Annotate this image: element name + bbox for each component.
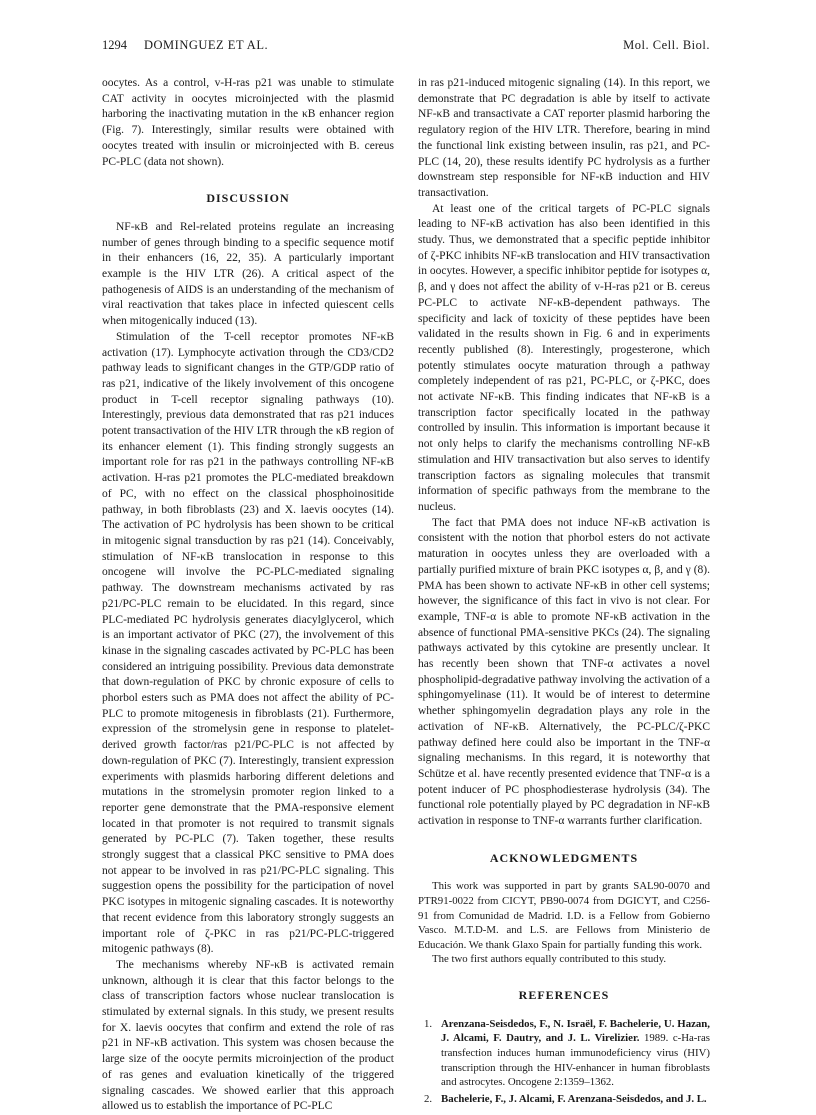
acknowledgments-heading: ACKNOWLEDGMENTS: [489, 850, 639, 865]
acknowledgments-paragraph: This work was supported in part by grants SAL90-0070 and PTR91-0022 from CICYT, PB90-0074 from DGICYT, and C256-91 from Comunidad de Madrid. I.D. is a Fellow from Gobierno Vasco. M.T.D-M. and L.S. are Fellows from Ministerio de Educación. We thank Glaxo Spain for partially funding this work.: [418, 880, 710, 951]
reference-authors: Arenzana-Seisdedos, F., N. Israël, F. Bachelerie, U. Hazan, J. Alcami, F. Dautry, and J. L. Virelizier.: [441, 1017, 710, 1045]
running-header: [102, 38, 710, 56]
journal-name: Mol. Cell. Biol.: [623, 38, 710, 52]
references-heading: REFERENCES: [518, 988, 610, 1003]
running-authors: DOMINGUEZ ET AL.: [144, 38, 269, 52]
left-column: [102, 76, 394, 1115]
discussion-paragraph: Stimulation of the T-cell receptor promotes NF-κB activation (17). Lymphocyte activation through the CD3/CD2 pathway leads to significant changes in the GTP/GDP ratio of ras p21, indicative of the likely involvement of this oncogene product in T-cell receptor signaling pathways (10). Interestingly, previous data demonstrated that ras p21 induces potent transactivation of the HIV LTR through the κB region of its enhancer element (1). This finding strongly suggests an important role for ras p21 in the pathways controlling NF-κB activation. H-ras p21 promotes the PLC-mediated breakdown of PC, with no effect on the classical phosphoinositide pathway, in both fibroblasts (23) and X. laevis oocytes (14). The activation of PC hydrolysis has been shown to be critical in mitogenic signal transduction by ras p21 (14). Conceivably, stimulation of NF-κB translocation in response to this oncogene will involve the PC-PLC-mediated signaling pathway. The downstream mechanisms activated by ras p21/PC-PLC remain to be elucidated. In this regard, since PLC-mediated PC hydrolysis generates diacylglycerol, which is an important activator of PKC (27), the involvement of this kinase in the signaling cascades activated by PC-PLC has been considered an intriguing possibility. Previous data demonstrate that down-regulation of PKC by chronic exposure of cells to phorbol esters such as PMA does not affect the ability of PC-PLC to promote mitogenesis in fibroblasts (21). Furthermore, expression of the stromelysin gene in response to platelet-derived growth factor/ras p21/PC-PLC is not affected by down-regulation of PKC (7). Interestingly, transient expression experiments with plasmids harboring different deletions and mutations in the stromelysin promoter region linked to a reporter gene demonstrate that the PMA-responsive element located in that promoter is not required to transmit signals generated by PC-PLC (7). Taken together, these results strongly suggest that a classical PKC sensitive to PMA does not appear to be involved in ras p21/PC-PLC signaling. This suggestion opens the possibility for the participation of novel PKC isotypes in mitogenic signaling cascades. It is noteworthy that recent evidence from this laboratory strongly suggests an important role of ζ-PKC in ras p21/PC-PLC-triggered mitogenic pathways (8).: [102, 330, 394, 956]
acknowledgments-paragraph: The two first authors equally contributed to this study.: [432, 953, 667, 966]
discussion-paragraph: At least one of the critical targets of PC-PLC signals leading to NF-κB activation has also been identified in this study. Thus, we demonstrated that a specific peptide inhibitor of ζ-PKC inhibits NF-κB translocation and HIV transactivation in oocytes. However, a specific inhibitor peptide for isotypes α, β, and γ does not affect the ability of v-H-ras p21 or B. cereus PC-PLC to activate NF-κB-dependent pathways. The specificity and lack of toxicity of these peptides have been validated in the results shown in Fig. 6 and in experiments recently published (8). Interestingly, progesterone, which potently stimulates oocyte maturation through a pathway completely independent of ras p21, PC-PLC, or ζ-PKC, does not activate NF-κB. This finding indicates that NF-κB is a transcription factor specifically located in the pathway controlled by insulin. This information is important because it not only helps to clarify the mechanisms controlling NF-κB stimulation and HIV transactivation but also serves to identify transcription factors as signaling molecules that transmit information of specific pathways from the membrane to the nucleus.: [418, 202, 710, 513]
page-number: 1294: [102, 38, 127, 52]
reference-number: 2.: [424, 1092, 433, 1105]
discussion-paragraph: The mechanisms whereby NF-κB is activated remain unknown, although it is clear that this factor belongs to the class of transcription factors whose nuclear translocation is stimulated by external signals. In this study, we present results for X. laevis oocytes that confirm and extend the role of ras p21 in NF-κB activation. This system was chosen because the large size of the oocyte permits microinjection of the product of ras genes and evaluation kinetically of the triggered signaling cascades. We showed earlier that this approach allowed us to establish the importance of PC-PLC: [102, 958, 394, 1113]
reference-item: [418, 1017, 710, 1090]
discussion-paragraph: The fact that PMA does not induce NF-κB activation is consistent with the notion that phorbol esters do not activate maturation in oocytes unless they are overloaded with a partially purified mixture of brain PKC isotypes α, β, and γ (8). PMA has been shown to activate NF-κB in other cell systems; however, the significance of this fact in vivo is not clear. For example, TNF-α is able to promote NF-κB activation in the absence of functional PMA-sensitive PKCs (24). The signaling pathways activated by this cytokine are presently unclear. It has recently been shown that TNF-α activates a novel phospholipid-degradative pathway involving the activation of a sphingomyelinase (11). It would be of interest to determine whether sphingomyelin degradation plays any role in the activation of NF-κB. Alternatively, the PC-PLC/ζ-PKC pathway defined here could also be important in the TNF-α signaling mechanisms. In this regard, it is noteworthy that Schütze et al. have recently presented evidence that TNF-α is a potent inducer of PC phosphodiesterase hydrolysis (34). The functional role potentially played by PC degradation in NF-κB activation in response to TNF-α warrants further clarification.: [418, 516, 710, 828]
intro-paragraph: oocytes. As a control, v-H-ras p21 was unable to stimulate CAT activity in oocytes microinjected with the plasmid harboring the inactivating mutation in the κB enhancer region (Fig. 7). Interestingly, similar results were obtained with oocytes treated with insulin or microinjected with B. cereus PC-PLC (data not shown).: [102, 77, 394, 168]
reference-authors: Bachelerie, F., J. Alcami, F. Arenzana-Seisdedos, and J. L.: [441, 1092, 707, 1105]
acknowledgments-section: [418, 879, 710, 967]
discussion-heading: DISCUSSION: [206, 191, 290, 206]
discussion-paragraph: NF-κB and Rel-related proteins regulate an increasing number of genes through binding to a specific sequence motif in their enhancers (16, 22, 35). A particularly important example is the HIV LTR (26). A critical aspect of the pathogenesis of AIDS is an understanding of the mechanism of viral reactivation that takes place in infected quiescent cells when mitogenically induced (13).: [102, 220, 394, 328]
discussion-paragraph: in ras p21-induced mitogenic signaling (14). In this report, we demonstrate that PC degradation is able by itself to activate NF-κB and transactivate a CAT reporter plasmid harboring the regulatory region of the HIV LTR. Therefore, bearing in mind the functional link existing between insulin, ras p21, and PC-PLC (14, 20), these results identify PC hydrolysis as a further downstream step responsible for NF-κB induction and HIV transactivation.: [418, 77, 710, 199]
reference-text: 1989. c-Ha-ras transfection induces human immunodeficiency virus (HIV) transcription through the HIV-enhancer in human fibroblasts and astrocytes. Oncogene 2:1359–1362.: [441, 1032, 710, 1089]
reference-number: 1.: [424, 1017, 433, 1030]
references-list: [418, 1017, 710, 1107]
reference-item: [418, 1092, 710, 1107]
right-column: [418, 76, 710, 1108]
